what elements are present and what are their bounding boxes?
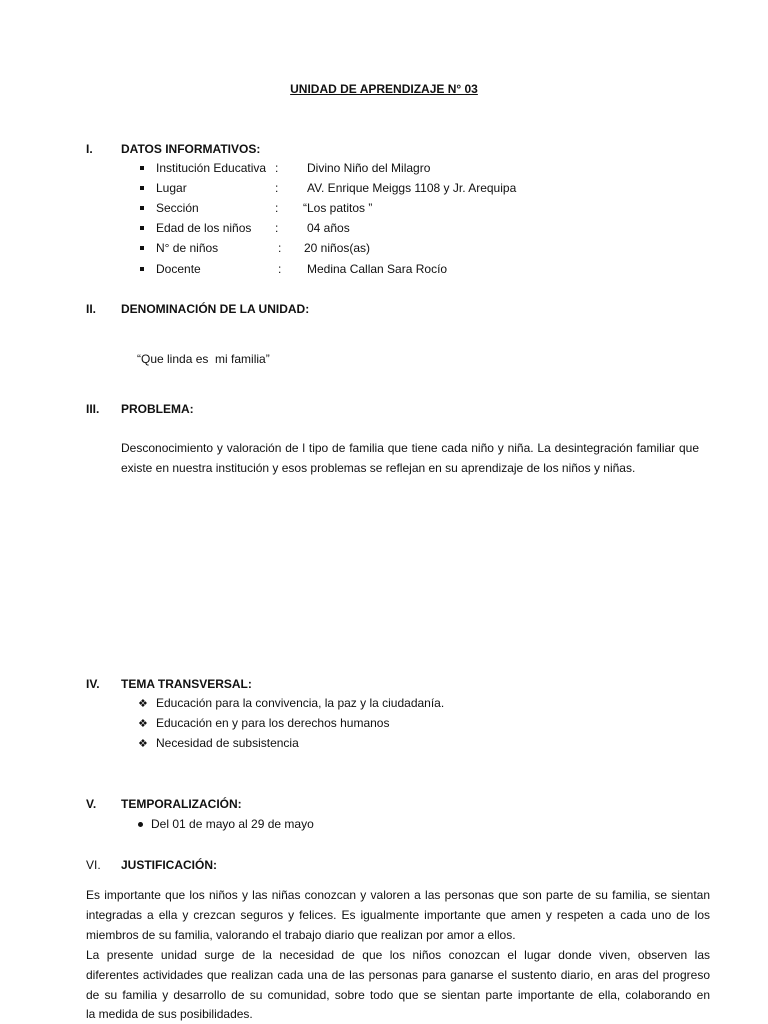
square-bullet-icon [140,166,144,170]
datos-colon: : [275,181,279,195]
datos-value-lugar: AV. Enrique Meiggs 1108 y Jr. Arequipa [307,181,517,195]
section-number-3: III. [86,402,100,416]
tema-item: Educación para la convivencia, la paz y la ciudadanía. [156,696,445,710]
datos-colon: : [278,241,282,255]
tema-item: Necesidad de subsistencia [156,736,299,750]
justificacion-line: diferentes actividades que realizan cada una de las personas para ganarse el sustento diario, en aras del progreso [86,968,710,982]
justificacion-line: de su familia y desarrollo de su comunidad, sobre todo que se sientan parte importante de ella, colaborando en [86,988,710,1002]
temporalizacion-item: Del 01 de mayo al 29 de mayo [151,817,314,831]
justificacion-line: La presente unidad surge de la necesidad de que los niños conozcan el lugar donde viven, observen las [86,948,710,962]
section-heading-problema: PROBLEMA: [121,402,194,416]
justificacion-line: miembros de su familia, valorando el trabajo diario que realizan por amor a ellos. [86,928,516,942]
problema-paragraph: Desconocimiento y valoración de l tipo de familia que tiene cada niño y niña. La desintegración familiar que existe en nuestra institución y esos problemas se reflejan en su aprendizaje de los niños y niñas. [121,441,699,475]
section-heading-justificacion: JUSTIFICACIÓN: [121,858,217,872]
document-title: UNIDAD DE APRENDIZAJE N° 03 [290,82,478,96]
square-bullet-icon [140,186,144,190]
datos-colon: : [278,262,282,276]
justificacion-line: Es importante que los niños y las niñas conozcan y valoren a las personas que son parte de su familia, se sientan [86,888,710,902]
datos-label: Institución Educativa [156,161,267,175]
justificacion-line: integradas a ella y crezcan seguros y felices. Es igualmente importante que amen y respeten a cada uno de los [86,908,710,922]
square-bullet-icon [140,226,144,230]
section-number-4: IV. [86,677,100,691]
datos-label: N° de niños [156,241,219,255]
datos-label: Sección [156,201,199,215]
section-heading-datos: DATOS INFORMATIVOS: [121,142,261,156]
justificacion-line: la medida de sus posibilidades. [86,1007,253,1021]
datos-value-institucion: Divino Niño del Milagro [307,161,431,175]
section-heading-denominacion: DENOMINACIÓN DE LA UNIDAD: [121,302,310,316]
datos-label: Lugar [156,181,187,195]
section-number-2: II. [86,302,97,316]
section-number-5: V. [86,797,97,811]
round-bullet-icon [138,822,143,827]
datos-colon: : [275,161,279,175]
diamond-bullet-icon: ❖ [138,718,148,730]
section-heading-temporalizacion: TEMPORALIZACIÓN: [121,797,242,811]
square-bullet-icon [140,267,144,271]
datos-value-edad: 04 años [307,221,350,235]
section-number-1: I. [86,142,93,156]
datos-value-numero: 20 niños(as) [304,241,371,255]
datos-colon: : [275,221,279,235]
unit-name: “Que linda es mi familia” [137,352,270,366]
square-bullet-icon [140,206,144,210]
square-bullet-icon [140,246,144,250]
diamond-bullet-icon: ❖ [138,698,148,710]
section-number-6: VI. [86,858,101,872]
tema-item: Educación en y para los derechos humanos [156,716,390,730]
datos-label: Edad de los niños [156,221,252,235]
datos-value-seccion: “Los patitos ” [303,201,373,215]
datos-colon: : [275,201,279,215]
diamond-bullet-icon: ❖ [138,738,148,750]
datos-label: Docente [156,262,201,276]
section-heading-tema: TEMA TRANSVERSAL: [121,677,252,691]
datos-value-docente: Medina Callan Sara Rocío [307,262,448,276]
